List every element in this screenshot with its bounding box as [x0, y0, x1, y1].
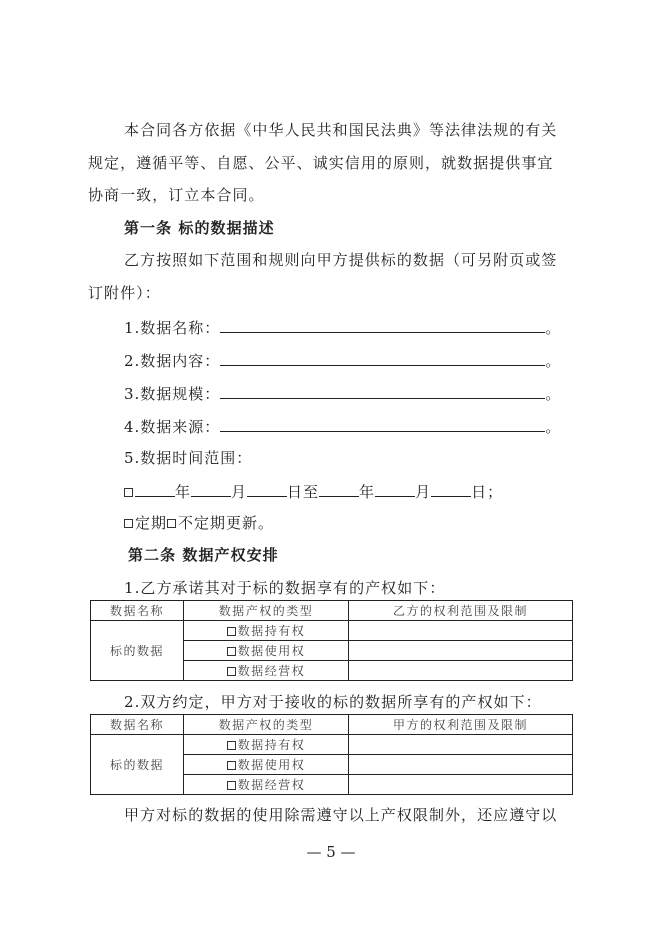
checkbox-periodic[interactable] [124, 519, 133, 528]
input-cell[interactable] [349, 641, 573, 661]
type-cell[interactable]: 数据经营权 [184, 775, 349, 795]
article-2-p1: 1.乙方承诺其对于标的数据享有的产权如下： [124, 579, 446, 597]
intro-line: 本合同各方依据《中华人民共和国民法典》等法律法规的有关 [124, 121, 558, 139]
header-cell: 数据产权的类型 [184, 715, 349, 735]
rights-table-b [90, 600, 573, 681]
input-cell[interactable] [349, 775, 573, 795]
article-1-desc: 乙方按照如下范围和规则向甲方提供标的数据（可另附页或签 [124, 251, 558, 269]
type-cell[interactable]: 数据持有权 [184, 621, 349, 641]
blank-line[interactable] [220, 350, 545, 366]
checkbox[interactable] [124, 488, 133, 497]
intro-line: 规定，遵循平等、自愿、公平、诚实信用的原则，就数据提供事宜 [88, 154, 554, 172]
input-cell[interactable] [349, 755, 573, 775]
blank-line[interactable] [220, 383, 545, 399]
article-1-title: 第一条 标的数据描述 [124, 219, 275, 237]
blank-line[interactable] [220, 416, 545, 432]
type-cell[interactable]: 数据使用权 [184, 755, 349, 775]
header-cell: 甲方的权利范围及限制 [349, 715, 573, 735]
article-2-title: 第二条 数据产权安排 [128, 546, 279, 564]
field-data-source: 4.数据来源： 。 [124, 418, 562, 436]
article-1-desc: 订附件）： [88, 284, 161, 302]
rights-table-a [90, 714, 573, 795]
type-cell[interactable]: 数据持有权 [184, 735, 349, 755]
intro-line: 协商一致，订立本合同。 [88, 186, 265, 204]
header-cell: 数据名称 [91, 601, 184, 621]
input-cell[interactable] [349, 661, 573, 681]
row-name: 标的数据 [91, 735, 184, 795]
type-cell[interactable]: 数据使用权 [184, 641, 349, 661]
header-cell: 数据名称 [91, 715, 184, 735]
input-cell[interactable] [349, 735, 573, 755]
header-cell: 乙方的权利范围及限制 [349, 601, 573, 621]
type-cell[interactable]: 数据经营权 [184, 661, 349, 681]
field-time-range: 5.数据时间范围： [124, 449, 253, 467]
blank-line[interactable] [220, 317, 545, 333]
field-data-content: 2.数据内容： 。 [124, 352, 562, 370]
time-range-row: 年 月 日至 年 月 日； [124, 481, 503, 502]
input-cell[interactable] [349, 621, 573, 641]
article-2-p2: 2.双方约定，甲方对于接收的标的数据所享有的产权如下： [124, 693, 542, 711]
checkbox-nonperiodic[interactable] [167, 519, 176, 528]
row-name: 标的数据 [91, 621, 184, 681]
field-data-name: 1.数据名称： 。 [124, 319, 562, 337]
page-number: — 5 — [306, 843, 356, 861]
update-row: 定期 不定期更新。 [124, 513, 274, 533]
field-data-scale: 3.数据规模： 。 [124, 385, 562, 403]
header-cell: 数据产权的类型 [184, 601, 349, 621]
article-2-after: 甲方对标的数据的使用除需遵守以上产权限制外，还应遵守以 [124, 806, 558, 824]
